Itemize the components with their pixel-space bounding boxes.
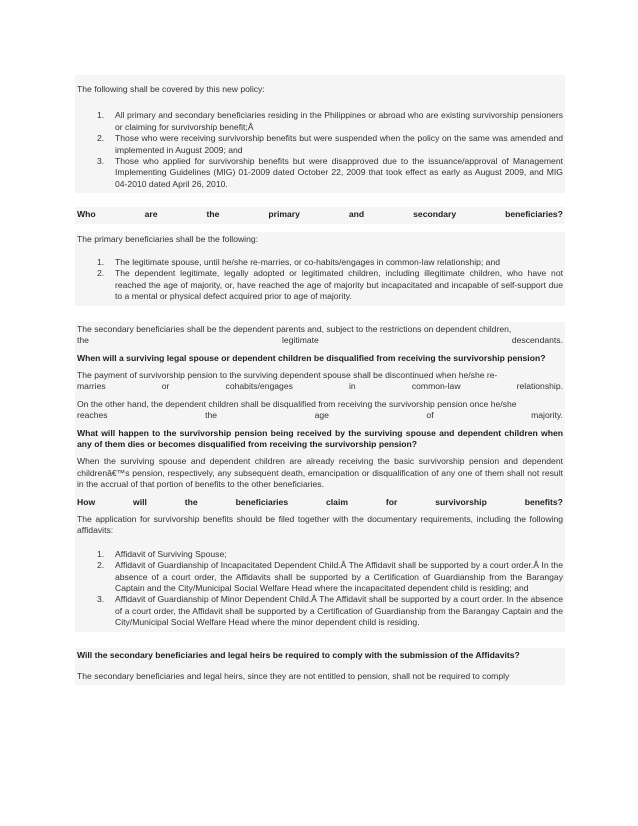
answer-children-line-1: On the other hand, the dependent children shall be disqualified from receiving the survivorship pension once he/she [77, 398, 517, 409]
affidavit-requirement-section [75, 648, 565, 686]
answer-discontinued-line-1: The payment of survivorship pension to the surviving dependent spouse shall be discontinued when he/she re- [77, 369, 498, 380]
secondary-section [75, 322, 565, 632]
question-pension-death: What will happen to the survivorship pension being received by the surviving spouse and dependent children when any of them dies or becomes disqualified from receiving the survivorship pension? [77, 427, 563, 449]
list-item: 1. Affidavit of Surviving Spouse; [97, 548, 227, 559]
document-page [75, 75, 565, 685]
answer-affidavits: The secondary beneficiaries and legal heirs, since they are not entitled to pension, shall not be required to comply [77, 671, 510, 682]
coverage-list [77, 110, 563, 190]
list-item: 3. Affidavit of Guardianship of Minor Dependent Child.Â The Affidavit shall be supported by a court order. In the absence of a court order, the Affidavit shall be supported by a Certification of Guardianship from the Barangay Captain and the City/Municipal Social Welfare Head where the minor dependent child is residing. [97, 594, 563, 628]
question-disqualified: When will a surviving legal spouse or dependent children be disqualified from receiving the survivorship pension? [77, 352, 546, 363]
primary-section [75, 232, 565, 306]
question-how-claim: How will the beneficiaries claim for survivorship benefits? [77, 496, 563, 507]
list-item: 1. The legitimate spouse, until he/she re-marries, or co-habits/engages in common-law relationship; and [97, 257, 501, 268]
secondary-line-2: the legitimate descendants. [77, 335, 563, 346]
affidavit-list [77, 549, 563, 629]
answer-pension-death: When the surviving spouse and dependent children are already receiving the basic survivorship pension and dependent childrenâ€™s pension, respectively, any subsequent death, emancipation or disqualification of any one of them shall not result in the accrual of that portion of benefits to the other beneficiaries. [77, 456, 563, 490]
secondary-line-1: The secondary beneficiaries shall be the dependent parents and, subject to the restrictions on dependent children, [77, 323, 512, 334]
question-affidavits: Will the secondary beneficiaries and legal heirs be required to comply with the submission of the Affidavits? [77, 649, 520, 660]
coverage-intro: The following shall be covered by this new policy: [77, 84, 265, 94]
list-item: 2. Affidavit of Guardianship of Incapacitated Dependent Child.Â The Affidavit shall be supported by a court order.Â In the absence of a court order, the Affidavits shall be supported by a Certification of Guardianship from the Barangay Captain and the City/Municipal Social Welfare Head where the incapacitated dependent child is residing; and [97, 560, 563, 593]
list-item: 3. Those who applied for survivorship benefits but were disapproved due to the issuance/approval of Management Implementing Guidelines (MIG) 01-2009 dated October 22, 2009 that took effect as early as August 2009, and MIG 04-2010 dated April 26, 2010. [97, 156, 563, 189]
list-item: 1. All primary and secondary beneficiaries residing in the Philippines or abroad who are existing survivorship pensioners or claiming for survivorship benefit;Â [97, 110, 563, 132]
question-primary-secondary: Who are the primary and secondary beneficiaries? [75, 207, 565, 223]
primary-intro: The primary beneficiaries shall be the following: [77, 233, 259, 244]
answer-how-claim: The application for survivorship benefits should be filed together with the documentary requirements, including the following affidavits: [77, 513, 563, 536]
answer-discontinued-line-2: marries or cohabits/engages in common-law relationship. [77, 381, 563, 392]
coverage-section [75, 75, 565, 193]
list-item: 2. Those who were receiving survivorship benefits but were suspended when the policy on the same was amended and implemented in August 2009; and [97, 133, 563, 155]
answer-children-line-2: reaches the age of majority. [77, 410, 563, 421]
list-item: 2. The dependent legitimate, legally adopted or legitimated children, including illegitimate children, who have not reached the age of majority, or, have reached the age of majority but incapacitated and incapable of self-support due to a mental or physical defect acquired prior to age of majority. [97, 268, 563, 302]
primary-list [77, 257, 563, 303]
